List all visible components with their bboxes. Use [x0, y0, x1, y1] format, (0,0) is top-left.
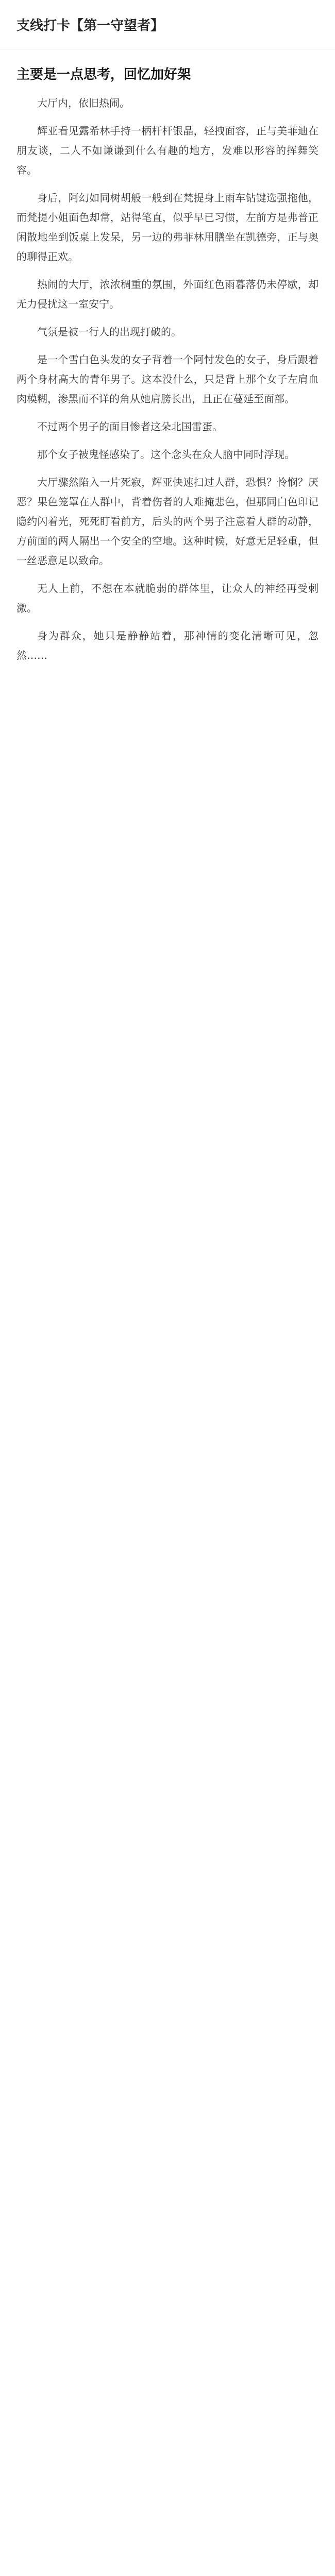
paragraph: 不过两个男子的面目惨者这朵北国雷蛋。	[37, 420, 223, 433]
page-title: 支线打卡【第一守望者】	[16, 18, 164, 33]
paragraph: 大厅内，依旧热闹。	[37, 97, 130, 109]
paragraph: 气氛是被一行人的出现打破的。	[37, 326, 181, 338]
paragraph: 身后，阿幻如同树胡般一般到在梵提身上雨车钻键选强拖他，而梵提小姐面色却常，站得笔直，似乎早已习惯，左前方是弗普正闲散地坐到饭桌上发呆，另一边的弗菲林用膳坐在凯德旁，正与奥的聊得正欢。	[16, 192, 319, 263]
paragraph: 辉亚看见露希林手持一柄杆杆银晶，轻拽面容，正与美菲迪在朋友谈，二人不如谦谦到什么有趣的地方，发难以形容的挥舞笑容。	[16, 125, 319, 176]
article-body	[0, 88, 335, 694]
paragraph: 身为群众，她只是静静站着，那神情的变化清晰可见，忽然……	[16, 630, 319, 662]
paragraph: 大厅骤然陷入一片死寂，辉亚快速扫过人群，恐惧？怜悯？厌恶？果色笼罩在人群中，背着伤者的人难掩悲色，但那同白色印记隐约闪着光，死死盯看前方，后头的两个男子注意看人群的动静，方前面的两人隔出一个安全的空地。这种时候，好意无足轻重，但一丝恶意足以致命。	[16, 476, 319, 567]
top-bar	[0, 0, 335, 49]
paragraph: 无人上前，不想在本就脆弱的群体里，让众人的神经再受刺激。	[16, 582, 319, 614]
paragraph: 是一个雪白色头发的女子背着一个阿忖发色的女子，身后跟着两个身材高大的青年男子。这本没什么，只是背上那个女子左肩血肉模糊，渗黑而不详的角从她肩膀长出，且正在蔓延至面部。	[16, 353, 319, 405]
chapter-title: 主要是一点思考，回忆加好架	[16, 67, 191, 82]
paragraph: 热闹的大厅，浓浓稠重的氛围，外面红色雨暮落仍未停歇，却无力侵扰这一室安宁。	[16, 278, 319, 310]
paragraph: 那个女子被鬼怪感染了。这个念头在众人脑中同时浮现。	[37, 448, 295, 461]
